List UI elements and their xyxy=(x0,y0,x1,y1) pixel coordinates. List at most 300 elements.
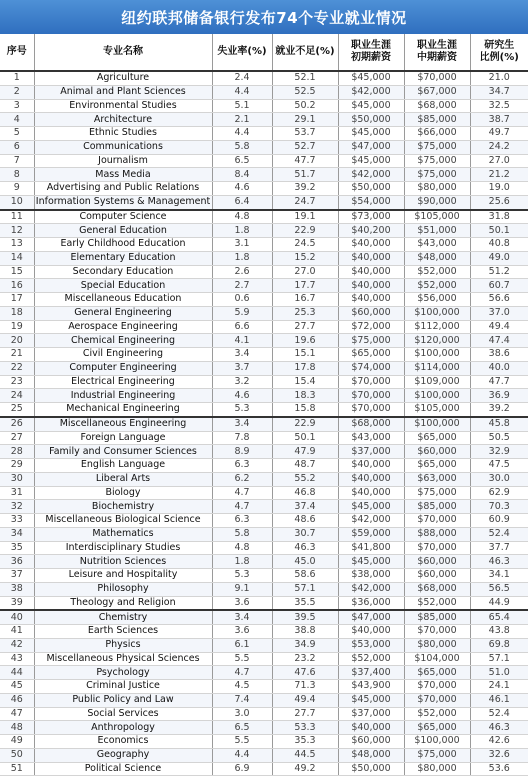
cell-unemployment: 2.6 xyxy=(212,265,272,279)
cell-underemployment: 58.6 xyxy=(272,569,338,583)
cell-graduate-ratio: 19.0 xyxy=(470,182,528,196)
cell-early-salary: $40,200 xyxy=(338,224,404,238)
cell-unemployment: 6.6 xyxy=(212,320,272,334)
cell-underemployment: 19.1 xyxy=(272,210,338,224)
cell-index: 28 xyxy=(0,445,34,459)
cell-major: Miscellaneous Education xyxy=(34,293,212,307)
cell-underemployment: 49.2 xyxy=(272,762,338,776)
cell-early-salary: $40,000 xyxy=(338,238,404,252)
table-row xyxy=(0,762,528,776)
cell-index: 36 xyxy=(0,555,34,569)
cell-early-salary: $42,000 xyxy=(338,582,404,596)
table-row xyxy=(0,127,528,141)
cell-graduate-ratio: 50.5 xyxy=(470,431,528,445)
table-row xyxy=(0,582,528,596)
cell-underemployment: 34.9 xyxy=(272,638,338,652)
cell-early-salary: $36,000 xyxy=(338,596,404,610)
cell-unemployment: 9.1 xyxy=(212,582,272,596)
cell-underemployment: 44.5 xyxy=(272,748,338,762)
cell-major: Elementary Education xyxy=(34,251,212,265)
cell-mid-salary: $105,000 xyxy=(404,210,470,224)
table-row xyxy=(0,361,528,375)
table-row xyxy=(0,431,528,445)
cell-unemployment: 5.1 xyxy=(212,99,272,113)
cell-early-salary: $41,800 xyxy=(338,541,404,555)
table-header-row xyxy=(0,34,528,71)
table-row xyxy=(0,320,528,334)
cell-major: Theology and Religion xyxy=(34,596,212,610)
cell-index: 40 xyxy=(0,610,34,624)
cell-major: Chemistry xyxy=(34,610,212,624)
cell-mid-salary: $75,000 xyxy=(404,486,470,500)
cell-index: 45 xyxy=(0,680,34,694)
cell-early-salary: $45,000 xyxy=(338,555,404,569)
cell-graduate-ratio: 69.8 xyxy=(470,638,528,652)
cell-mid-salary: $100,000 xyxy=(404,348,470,362)
cell-index: 39 xyxy=(0,596,34,610)
table-row xyxy=(0,140,528,154)
table-row xyxy=(0,224,528,238)
cell-major: Interdisciplinary Studies xyxy=(34,541,212,555)
cell-early-salary: $45,000 xyxy=(338,154,404,168)
cell-early-salary: $42,000 xyxy=(338,168,404,182)
cell-graduate-ratio: 46.1 xyxy=(470,693,528,707)
cell-major: Leisure and Hospitality xyxy=(34,569,212,583)
cell-underemployment: 35.3 xyxy=(272,735,338,749)
cell-major: Mathematics xyxy=(34,527,212,541)
cell-index: 38 xyxy=(0,582,34,596)
cell-index: 19 xyxy=(0,320,34,334)
cell-unemployment: 5.3 xyxy=(212,569,272,583)
cell-unemployment: 5.3 xyxy=(212,403,272,417)
cell-mid-salary: $65,000 xyxy=(404,721,470,735)
cell-graduate-ratio: 46.3 xyxy=(470,721,528,735)
cell-graduate-ratio: 34.7 xyxy=(470,85,528,99)
cell-index: 47 xyxy=(0,707,34,721)
cell-underemployment: 15.2 xyxy=(272,251,338,265)
cell-major: Secondary Education xyxy=(34,265,212,279)
cell-early-salary: $59,000 xyxy=(338,527,404,541)
cell-underemployment: 46.8 xyxy=(272,486,338,500)
table-row xyxy=(0,182,528,196)
cell-early-salary: $60,000 xyxy=(338,735,404,749)
col-header-index[interactable]: 序号 xyxy=(0,34,34,71)
cell-major: Journalism xyxy=(34,154,212,168)
cell-major: Environmental Studies xyxy=(34,99,212,113)
col-header-underemployment[interactable]: 就业不足(%) xyxy=(272,34,338,71)
cell-index: 5 xyxy=(0,127,34,141)
cell-unemployment: 6.3 xyxy=(212,459,272,473)
cell-unemployment: 1.8 xyxy=(212,555,272,569)
cell-graduate-ratio: 38.7 xyxy=(470,113,528,127)
cell-index: 24 xyxy=(0,389,34,403)
cell-unemployment: 4.8 xyxy=(212,541,272,555)
cell-index: 6 xyxy=(0,140,34,154)
cell-major: Biology xyxy=(34,486,212,500)
cell-mid-salary: $52,000 xyxy=(404,265,470,279)
cell-underemployment: 38.8 xyxy=(272,625,338,639)
cell-early-salary: $42,000 xyxy=(338,85,404,99)
cell-mid-salary: $75,000 xyxy=(404,168,470,182)
cell-index: 27 xyxy=(0,431,34,445)
cell-unemployment: 4.1 xyxy=(212,334,272,348)
cell-major: Social Services xyxy=(34,707,212,721)
cell-unemployment: 6.9 xyxy=(212,762,272,776)
cell-early-salary: $37,000 xyxy=(338,445,404,459)
table-row xyxy=(0,71,528,85)
cell-index: 10 xyxy=(0,195,34,209)
cell-mid-salary: $68,000 xyxy=(404,99,470,113)
cell-index: 50 xyxy=(0,748,34,762)
cell-underemployment: 39.2 xyxy=(272,182,338,196)
table-row xyxy=(0,596,528,610)
cell-underemployment: 57.1 xyxy=(272,582,338,596)
cell-mid-salary: $52,000 xyxy=(404,707,470,721)
cell-graduate-ratio: 24.2 xyxy=(470,140,528,154)
cell-unemployment: 6.5 xyxy=(212,721,272,735)
cell-unemployment: 4.7 xyxy=(212,666,272,680)
cell-underemployment: 30.7 xyxy=(272,527,338,541)
cell-mid-salary: $65,000 xyxy=(404,459,470,473)
cell-index: 41 xyxy=(0,625,34,639)
cell-unemployment: 8.4 xyxy=(212,168,272,182)
cell-graduate-ratio: 49.0 xyxy=(470,251,528,265)
cell-major: Economics xyxy=(34,735,212,749)
cell-unemployment: 7.8 xyxy=(212,431,272,445)
cell-major: Advertising and Public Relations xyxy=(34,182,212,196)
cell-unemployment: 6.2 xyxy=(212,472,272,486)
cell-graduate-ratio: 49.7 xyxy=(470,127,528,141)
table-row xyxy=(0,238,528,252)
cell-graduate-ratio: 46.3 xyxy=(470,555,528,569)
cell-index: 7 xyxy=(0,154,34,168)
cell-graduate-ratio: 51.2 xyxy=(470,265,528,279)
cell-unemployment: 3.7 xyxy=(212,361,272,375)
cell-major: Biochemistry xyxy=(34,500,212,514)
cell-graduate-ratio: 47.7 xyxy=(470,375,528,389)
cell-underemployment: 50.2 xyxy=(272,99,338,113)
cell-major: Computer Engineering xyxy=(34,361,212,375)
cell-underemployment: 52.5 xyxy=(272,85,338,99)
table-row xyxy=(0,459,528,473)
cell-mid-salary: $105,000 xyxy=(404,403,470,417)
majors-table xyxy=(0,34,528,776)
cell-graduate-ratio: 40.0 xyxy=(470,361,528,375)
cell-unemployment: 3.4 xyxy=(212,417,272,431)
cell-index: 48 xyxy=(0,721,34,735)
table-row xyxy=(0,514,528,528)
table-row xyxy=(0,334,528,348)
cell-underemployment: 50.1 xyxy=(272,431,338,445)
cell-index: 31 xyxy=(0,486,34,500)
table-row xyxy=(0,113,528,127)
cell-index: 33 xyxy=(0,514,34,528)
cell-mid-salary: $75,000 xyxy=(404,154,470,168)
cell-unemployment: 4.4 xyxy=(212,127,272,141)
cell-index: 42 xyxy=(0,638,34,652)
cell-mid-salary: $70,000 xyxy=(404,693,470,707)
cell-mid-salary: $75,000 xyxy=(404,140,470,154)
cell-mid-salary: $114,000 xyxy=(404,361,470,375)
cell-major: Industrial Engineering xyxy=(34,389,212,403)
cell-early-salary: $40,000 xyxy=(338,459,404,473)
cell-early-salary: $54,000 xyxy=(338,195,404,209)
cell-mid-salary: $70,000 xyxy=(404,625,470,639)
cell-major: Miscellaneous Engineering xyxy=(34,417,212,431)
cell-index: 1 xyxy=(0,71,34,85)
table-row xyxy=(0,168,528,182)
cell-unemployment: 3.4 xyxy=(212,610,272,624)
table-row xyxy=(0,445,528,459)
cell-unemployment: 5.5 xyxy=(212,735,272,749)
cell-index: 12 xyxy=(0,224,34,238)
cell-early-salary: $50,000 xyxy=(338,113,404,127)
cell-graduate-ratio: 30.0 xyxy=(470,472,528,486)
cell-mid-salary: $109,000 xyxy=(404,375,470,389)
cell-graduate-ratio: 56.6 xyxy=(470,293,528,307)
cell-early-salary: $40,000 xyxy=(338,279,404,293)
cell-graduate-ratio: 44.9 xyxy=(470,596,528,610)
cell-mid-salary: $60,000 xyxy=(404,555,470,569)
cell-major: Civil Engineering xyxy=(34,348,212,362)
cell-early-salary: $70,000 xyxy=(338,389,404,403)
table-row xyxy=(0,638,528,652)
cell-underemployment: 71.3 xyxy=(272,680,338,694)
cell-underemployment: 35.5 xyxy=(272,596,338,610)
table-row xyxy=(0,306,528,320)
table-row xyxy=(0,417,528,431)
cell-underemployment: 15.8 xyxy=(272,403,338,417)
cell-early-salary: $48,000 xyxy=(338,748,404,762)
cell-graduate-ratio: 51.0 xyxy=(470,666,528,680)
cell-underemployment: 51.7 xyxy=(272,168,338,182)
cell-major: Nutrition Sciences xyxy=(34,555,212,569)
cell-mid-salary: $60,000 xyxy=(404,445,470,459)
table-row xyxy=(0,569,528,583)
cell-mid-salary: $120,000 xyxy=(404,334,470,348)
cell-early-salary: $70,000 xyxy=(338,403,404,417)
cell-index: 32 xyxy=(0,500,34,514)
cell-mid-salary: $85,000 xyxy=(404,500,470,514)
cell-major: Chemical Engineering xyxy=(34,334,212,348)
cell-early-salary: $45,000 xyxy=(338,71,404,85)
cell-mid-salary: $66,000 xyxy=(404,127,470,141)
cell-mid-salary: $80,000 xyxy=(404,182,470,196)
cell-early-salary: $60,000 xyxy=(338,306,404,320)
cell-graduate-ratio: 37.0 xyxy=(470,306,528,320)
cell-graduate-ratio: 57.1 xyxy=(470,652,528,666)
col-header-mid-salary[interactable]: 职业生涯 中期薪资 xyxy=(404,34,470,71)
cell-unemployment: 6.3 xyxy=(212,514,272,528)
cell-mid-salary: $48,000 xyxy=(404,251,470,265)
cell-major: Miscellaneous Physical Sciences xyxy=(34,652,212,666)
cell-mid-salary: $80,000 xyxy=(404,638,470,652)
table-row xyxy=(0,555,528,569)
cell-mid-salary: $67,000 xyxy=(404,85,470,99)
cell-major: Aerospace Engineering xyxy=(34,320,212,334)
cell-major: Geography xyxy=(34,748,212,762)
table-row xyxy=(0,348,528,362)
cell-early-salary: $40,000 xyxy=(338,486,404,500)
table-row xyxy=(0,652,528,666)
cell-underemployment: 52.1 xyxy=(272,71,338,85)
cell-underemployment: 29.1 xyxy=(272,113,338,127)
cell-underemployment: 46.3 xyxy=(272,541,338,555)
cell-major: Foreign Language xyxy=(34,431,212,445)
cell-underemployment: 49.4 xyxy=(272,693,338,707)
cell-index: 37 xyxy=(0,569,34,583)
cell-mid-salary: $70,000 xyxy=(404,514,470,528)
cell-underemployment: 53.3 xyxy=(272,721,338,735)
cell-major: Computer Science xyxy=(34,210,212,224)
col-header-major[interactable]: 专业名称 xyxy=(34,34,212,71)
cell-underemployment: 53.7 xyxy=(272,127,338,141)
cell-graduate-ratio: 40.8 xyxy=(470,238,528,252)
table-body xyxy=(0,71,528,776)
cell-index: 3 xyxy=(0,99,34,113)
cell-underemployment: 23.2 xyxy=(272,652,338,666)
cell-unemployment: 4.6 xyxy=(212,389,272,403)
cell-unemployment: 5.9 xyxy=(212,306,272,320)
cell-major: Psychology xyxy=(34,666,212,680)
cell-early-salary: $68,000 xyxy=(338,417,404,431)
cell-mid-salary: $80,000 xyxy=(404,762,470,776)
cell-graduate-ratio: 50.1 xyxy=(470,224,528,238)
cell-unemployment: 3.4 xyxy=(212,348,272,362)
cell-unemployment: 4.4 xyxy=(212,748,272,762)
cell-underemployment: 24.7 xyxy=(272,195,338,209)
cell-graduate-ratio: 21.0 xyxy=(470,71,528,85)
cell-early-salary: $43,900 xyxy=(338,680,404,694)
cell-major: Public Policy and Law xyxy=(34,693,212,707)
cell-major: Communications xyxy=(34,140,212,154)
cell-major: Animal and Plant Sciences xyxy=(34,85,212,99)
table-row xyxy=(0,527,528,541)
cell-graduate-ratio: 65.4 xyxy=(470,610,528,624)
table-row xyxy=(0,693,528,707)
cell-graduate-ratio: 42.6 xyxy=(470,735,528,749)
cell-unemployment: 4.6 xyxy=(212,182,272,196)
cell-mid-salary: $52,000 xyxy=(404,279,470,293)
cell-early-salary: $73,000 xyxy=(338,210,404,224)
table-row xyxy=(0,85,528,99)
cell-index: 15 xyxy=(0,265,34,279)
cell-early-salary: $74,000 xyxy=(338,361,404,375)
cell-early-salary: $40,000 xyxy=(338,251,404,265)
cell-unemployment: 2.4 xyxy=(212,71,272,85)
cell-unemployment: 4.7 xyxy=(212,486,272,500)
cell-mid-salary: $100,000 xyxy=(404,417,470,431)
cell-unemployment: 2.7 xyxy=(212,279,272,293)
cell-underemployment: 45.0 xyxy=(272,555,338,569)
cell-major: Criminal Justice xyxy=(34,680,212,694)
cell-major: Anthropology xyxy=(34,721,212,735)
cell-unemployment: 3.6 xyxy=(212,625,272,639)
cell-underemployment: 47.6 xyxy=(272,666,338,680)
table-row xyxy=(0,99,528,113)
cell-major: Family and Consumer Sciences xyxy=(34,445,212,459)
cell-index: 20 xyxy=(0,334,34,348)
cell-unemployment: 5.5 xyxy=(212,652,272,666)
col-header-early-salary[interactable]: 职业生涯 初期薪资 xyxy=(338,34,404,71)
table-row xyxy=(0,389,528,403)
cell-underemployment: 47.9 xyxy=(272,445,338,459)
table-row xyxy=(0,748,528,762)
table-row xyxy=(0,500,528,514)
cell-early-salary: $53,000 xyxy=(338,638,404,652)
cell-index: 43 xyxy=(0,652,34,666)
cell-major: Liberal Arts xyxy=(34,472,212,486)
cell-graduate-ratio: 21.2 xyxy=(470,168,528,182)
page-title: 纽约联邦储备银行发布74个专业就业情况 xyxy=(0,0,528,34)
col-header-unemployment[interactable]: 失业率(%) xyxy=(212,34,272,71)
cell-graduate-ratio: 32.5 xyxy=(470,99,528,113)
cell-graduate-ratio: 37.7 xyxy=(470,541,528,555)
cell-unemployment: 7.4 xyxy=(212,693,272,707)
cell-index: 49 xyxy=(0,735,34,749)
cell-major: Mechanical Engineering xyxy=(34,403,212,417)
cell-index: 29 xyxy=(0,459,34,473)
cell-graduate-ratio: 24.1 xyxy=(470,680,528,694)
cell-graduate-ratio: 25.6 xyxy=(470,195,528,209)
cell-underemployment: 22.9 xyxy=(272,417,338,431)
cell-underemployment: 39.5 xyxy=(272,610,338,624)
cell-unemployment: 0.6 xyxy=(212,293,272,307)
cell-underemployment: 22.9 xyxy=(272,224,338,238)
cell-early-salary: $45,000 xyxy=(338,127,404,141)
table-row xyxy=(0,195,528,209)
cell-early-salary: $43,000 xyxy=(338,431,404,445)
cell-underemployment: 37.4 xyxy=(272,500,338,514)
cell-major: Physics xyxy=(34,638,212,652)
cell-unemployment: 4.5 xyxy=(212,680,272,694)
cell-underemployment: 27.7 xyxy=(272,320,338,334)
cell-underemployment: 52.7 xyxy=(272,140,338,154)
cell-mid-salary: $65,000 xyxy=(404,666,470,680)
cell-index: 25 xyxy=(0,403,34,417)
cell-underemployment: 47.7 xyxy=(272,154,338,168)
table-row xyxy=(0,293,528,307)
cell-early-salary: $75,000 xyxy=(338,334,404,348)
table-row xyxy=(0,610,528,624)
cell-early-salary: $37,000 xyxy=(338,707,404,721)
cell-major: Political Science xyxy=(34,762,212,776)
cell-index: 18 xyxy=(0,306,34,320)
cell-index: 14 xyxy=(0,251,34,265)
cell-graduate-ratio: 60.7 xyxy=(470,279,528,293)
cell-graduate-ratio: 31.8 xyxy=(470,210,528,224)
cell-underemployment: 17.8 xyxy=(272,361,338,375)
cell-index: 16 xyxy=(0,279,34,293)
cell-mid-salary: $90,000 xyxy=(404,195,470,209)
table-row xyxy=(0,375,528,389)
cell-major: General Education xyxy=(34,224,212,238)
cell-graduate-ratio: 62.9 xyxy=(470,486,528,500)
cell-underemployment: 19.6 xyxy=(272,334,338,348)
cell-mid-salary: $63,000 xyxy=(404,472,470,486)
cell-early-salary: $38,000 xyxy=(338,569,404,583)
cell-graduate-ratio: 53.6 xyxy=(470,762,528,776)
cell-unemployment: 5.8 xyxy=(212,527,272,541)
cell-unemployment: 1.8 xyxy=(212,251,272,265)
cell-major: Mass Media xyxy=(34,168,212,182)
cell-unemployment: 3.0 xyxy=(212,707,272,721)
cell-major: Ethnic Studies xyxy=(34,127,212,141)
col-header-graduate-ratio[interactable]: 研究生 比例(%) xyxy=(470,34,528,71)
cell-index: 11 xyxy=(0,210,34,224)
cell-graduate-ratio: 38.6 xyxy=(470,348,528,362)
cell-graduate-ratio: 47.5 xyxy=(470,459,528,473)
